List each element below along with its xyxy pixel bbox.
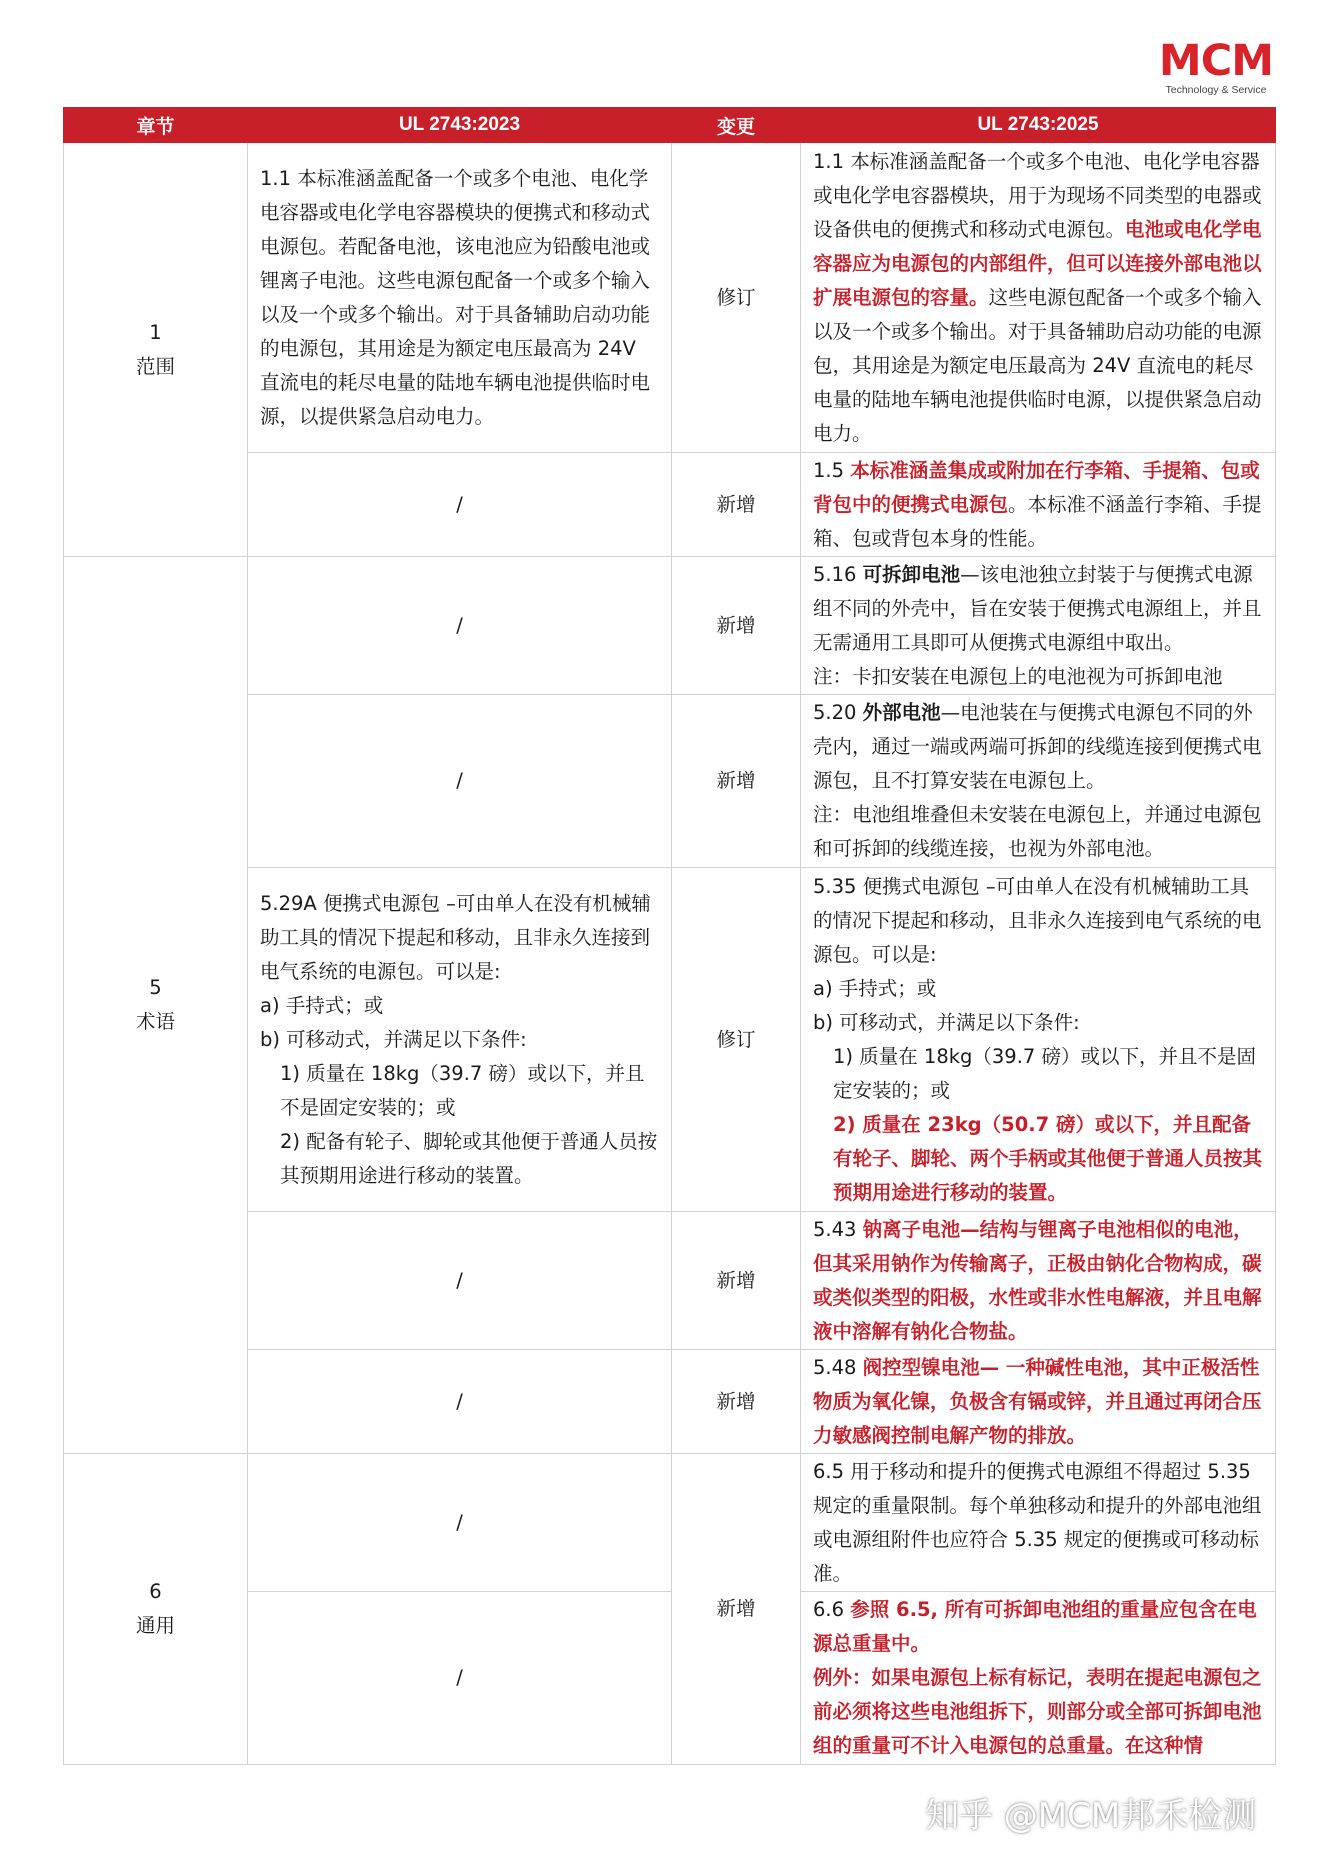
old-text-cell: /	[248, 695, 672, 868]
change-type: 新增	[672, 1350, 801, 1454]
text-segment: 6.5 用于移动和提升的便携式电源组不得超过 5.35 规定的重量限制。每个单独移动和提升的外部电池组或电源组附件也应符合 5.35 规定的便携或可移动标准。	[813, 1459, 1262, 1585]
text-line: 1) 质量在 18kg（39.7 磅）或以下，并且不是固定安装的；或	[280, 1061, 645, 1119]
watermark: 知乎 @MCM邦禾检测	[925, 1796, 1257, 1836]
new-text-cell	[801, 557, 1276, 695]
text-segment: 参照 6.5, 所有可拆卸电池组的重量应包含在电源总重量中。	[813, 1598, 1257, 1655]
old-text-cell: /	[248, 1592, 672, 1765]
new-text-cell	[801, 143, 1276, 453]
logo-tagline: Technology & Service	[1165, 84, 1267, 96]
change-type: 新增	[672, 557, 801, 695]
text-segment: 5.20	[813, 701, 863, 724]
table-row	[64, 143, 1276, 453]
new-text-cell	[801, 1350, 1276, 1454]
logo-mark: MCM	[1158, 36, 1274, 86]
table-row	[64, 1454, 1276, 1592]
header-chapter: 章节	[64, 108, 248, 143]
text-segment: 5.16	[813, 562, 863, 586]
new-text-cell	[801, 1592, 1276, 1765]
old-text-cell: /	[248, 1212, 672, 1350]
chapter-title: 术语	[135, 1010, 175, 1033]
old-text-cell: /	[248, 557, 672, 695]
comparison-table	[63, 107, 1276, 1765]
text-segment: 5.48	[813, 1355, 863, 1379]
text-line: 2) 配备有轮子、脚轮或其他便于普通人员按其预期用途进行移动的装置。	[280, 1129, 658, 1187]
text-segment: 5.43	[813, 1217, 863, 1241]
text-line: 5.35 便携式电源包 –可由单人在没有机械辅助工具的情况下提起和移动，且非永久连接到电气系统的电源包。可以是:	[813, 874, 1262, 966]
text-segment: —电池装在与便携式电源包不同的外壳内，通过一端或两端可拆卸的线缆连接到便携式电源包，且不打算安装在电源包上。	[813, 701, 1262, 792]
text-segment: 阀控型镍电池— 一种碱性电池，其中正极活性物质为氧化镍，负极含有镉或锌，并且通过再闭合压力敏感阀控制电解产物的排放。	[813, 1355, 1262, 1447]
old-text-cell: 1.1 本标准涵盖配备一个或多个电池、电化学电容器或电化学电容器模块的便携式和移动式电源包。若配备电池，该电池应为铅酸电池或锂离子电池。这些电源包配备一个或多个输入以及一个或多个输出。对于具备辅助启动功能的电源包，其用途是为额定电压最高为 24V 直流电的耗尽电量的陆地车辆电池提供临时电源，以提供紧急启动电力。	[248, 143, 672, 453]
text-line: b) 可移动式，并满足以下条件:	[813, 1010, 1080, 1034]
text-line: a) 手持式；或	[260, 993, 384, 1017]
chapter-cell	[64, 143, 248, 557]
new-text-cell	[801, 453, 1276, 557]
chapter-title: 通用	[135, 1614, 175, 1637]
text-segment: —该电池独立封装于与便携式电源组不同的外壳中，旨在安装于便携式电源组上，并且无需通用工具即可从便携式电源组中取出。	[813, 562, 1262, 654]
change-type: 新增	[672, 1212, 801, 1350]
chapter-number: 1	[149, 320, 162, 344]
header-ul2025: UL 2743:2025	[801, 108, 1276, 143]
text-line: 5.29A 便携式电源包 –可由单人在没有机械辅助工具的情况下提起和移动，且非永久连接到电气系统的电源包。可以是:	[260, 891, 651, 983]
old-text-cell	[248, 868, 672, 1212]
change-type: 新增	[672, 695, 801, 868]
chapter-title: 范围	[135, 354, 175, 378]
change-type: 新增	[672, 1454, 801, 1765]
text-segment: 例外：如果电源包上标有标记，表明在提起电源包之前必须将这些电池组拆下，则部分或全部可拆卸电池组的重量可不计入电源包的总重量。在这种情	[813, 1666, 1262, 1757]
text-segment: 外部电池	[862, 701, 941, 724]
old-text-cell: /	[248, 1454, 672, 1592]
chapter-cell	[64, 557, 248, 1454]
text-segment: 。本标准不涵盖行李箱、手提箱、包或背包本身的性能。	[813, 492, 1262, 550]
text-segment: 6.6	[813, 1598, 851, 1621]
old-text-cell: /	[248, 1350, 672, 1454]
change-type: 修订	[672, 868, 801, 1212]
text-segment: 可拆卸电池	[862, 562, 961, 586]
text-segment: 注：卡扣安装在电源包上的电池视为可拆卸电池	[813, 664, 1223, 688]
chapter-number: 6	[149, 1580, 162, 1603]
text-segment: 电池或电化学电容器应为电源包的内部组件，但可以连接外部电池以扩展电源包的容量。	[813, 217, 1262, 309]
text-line: 1) 质量在 18kg（39.7 磅）或以下，并且不是固定安装的；或	[833, 1044, 1257, 1102]
text-segment: 本标准涵盖集成或附加在行李箱、手提箱、包或背包中的便携式电源包	[813, 458, 1260, 516]
header-change: 变更	[672, 108, 801, 143]
text-segment: 1.1 本标准涵盖配备一个或多个电池、电化学电容器或电化学电容器模块，用于为现场不同类型的电器或设备供电的便携式和移动式电源包。	[813, 149, 1262, 241]
new-text-cell	[801, 695, 1276, 868]
text-segment: 注：电池组堆叠但未安装在电源包上，并通过电源包和可拆卸的线缆连接，也视为外部电池。	[813, 803, 1262, 860]
mcm-logo	[1156, 36, 1276, 96]
chapter-number: 5	[149, 976, 162, 999]
change-type: 修订	[672, 143, 801, 453]
text-segment: 钠离子电池—结构与锂离子电池相似的电池，但其采用钠作为传输离子，正极由钠化合物构成，碳或类似类型的阳极，水性或非水性电解液，并且电解液中溶解有钠化合物盐。	[813, 1217, 1262, 1343]
table-row	[64, 557, 1276, 695]
text-line: a) 手持式；或	[813, 976, 937, 1000]
change-type: 新增	[672, 453, 801, 557]
chapter-cell	[64, 1454, 248, 1765]
table-header-row	[64, 108, 1276, 143]
new-text-cell	[801, 868, 1276, 1212]
new-text-cell	[801, 1454, 1276, 1592]
old-text-cell: /	[248, 453, 672, 557]
text-segment: 这些电源包配备一个或多个输入以及一个或多个输出。对于具备辅助启动功能的电源包，其用途是为额定电压最高为 24V 直流电的耗尽电量的陆地车辆电池提供临时电源，以提供紧急启动电力。	[813, 285, 1262, 445]
text-segment: 1.5	[813, 458, 851, 482]
new-text-cell	[801, 1212, 1276, 1350]
text-line: b) 可移动式，并满足以下条件:	[260, 1027, 527, 1051]
header-ul2023: UL 2743:2023	[248, 108, 672, 143]
text-line: 2) 质量在 23kg（50.7 磅）或以下，并且配备有轮子、脚轮、两个手柄或其他便于普通人员按其预期用途进行移动的装置。	[833, 1112, 1263, 1204]
